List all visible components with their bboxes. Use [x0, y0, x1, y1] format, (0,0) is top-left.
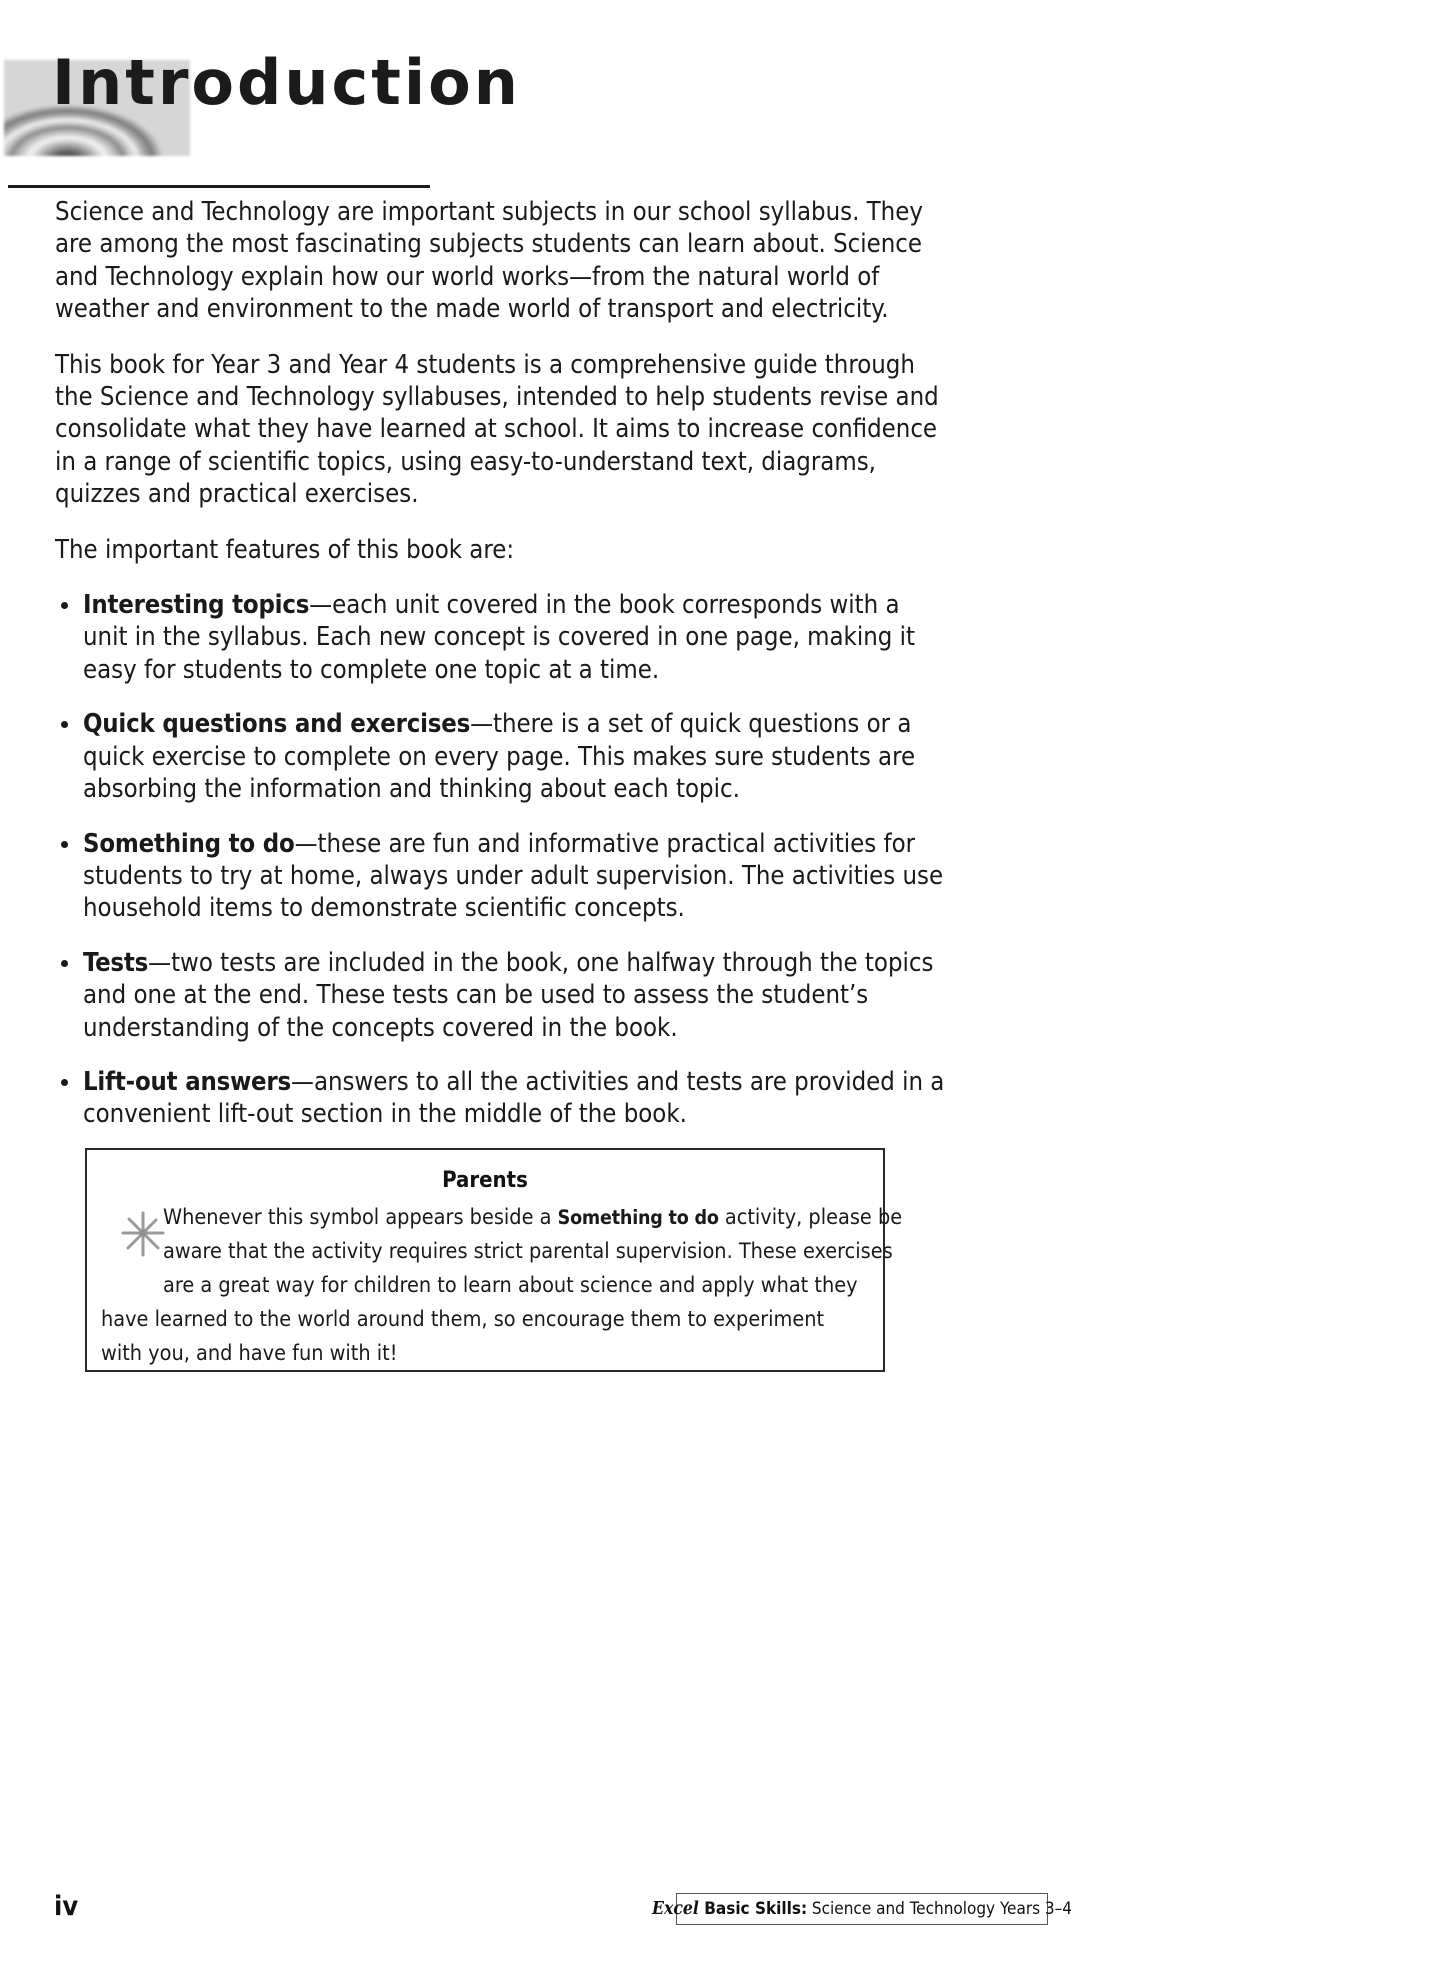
bullet-dot-icon: [61, 960, 68, 967]
list-item: [55, 708, 945, 805]
feature-term: Lift-out answers: [83, 1066, 291, 1097]
features-list: [55, 589, 945, 1131]
parents-line-1-before: Whenever this symbol appears beside a: [163, 1205, 558, 1230]
page-header: [0, 46, 1445, 192]
feature-term: Interesting topics: [83, 590, 310, 621]
feature-text: —these are fun and informative practical activities for students to try at home, always under adult supervision. The activities use household items to demonstrate scientific concepts.: [83, 828, 944, 924]
header-divider: [8, 185, 430, 188]
parents-line-4: have learned to the world around them, so encourage them to experiment: [101, 1307, 825, 1332]
feature-text: —each unit covered in the book corresponds with a unit in the syllabus. Each new concept is covered in one page, making it easy for students to complete one topic at a time.: [83, 590, 915, 685]
feature-text: —two tests are included in the book, one halfway through the topics and one at the end. These tests can be used to assess the student’s understanding of the concepts covered in the book.: [83, 947, 934, 1043]
parents-line-1: [101, 1201, 903, 1235]
sparkle-burst-icon: [115, 1207, 171, 1263]
intro-paragraph-1: Science and Technology are important subjects in our school syllabus. They are among the most fascinating subjects students can learn about. Science and Technology explain how our world works—from the natural world of weather and environment to the made world of transport and electricity.: [55, 197, 923, 325]
bullet-dot-icon: [61, 1079, 68, 1086]
parents-heading: Parents: [442, 1168, 528, 1193]
bullet-dot-icon: [61, 721, 68, 728]
footer-text: [652, 1899, 1072, 1919]
intro-paragraph-2: This book for Year 3 and Year 4 students is a comprehensive guide through the Science and Technology syllabuses, intended to help students revise and consolidate what they have learned at school. It aims to increase confidence in a range of scientific topics, using easy-to-understand text, diagrams, quizzes and practical exercises.: [55, 349, 939, 510]
parents-callout-box: [85, 1148, 903, 1372]
feature-term: Tests: [83, 947, 149, 978]
parents-line-5: with you, and have fun with it!: [101, 1341, 398, 1366]
parents-line-2: aware that the activity requires strict parental supervision. These exercises: [163, 1239, 893, 1264]
footer-brand: Excel: [651, 1899, 699, 1919]
feature-term: Quick questions and exercises: [83, 709, 471, 740]
footer-banner: [651, 1893, 1073, 1925]
main-content: [55, 196, 945, 1153]
feature-term: Something to do: [83, 828, 295, 859]
list-item: [55, 589, 945, 686]
list-item: [55, 828, 945, 925]
feature-text: —answers to all the activities and tests are provided in a convenient lift-out section in the middle of the book.: [83, 1066, 945, 1130]
list-item: [55, 947, 945, 1044]
bullet-dot-icon: [61, 841, 68, 848]
parents-line-1-bold: Something to do: [557, 1206, 719, 1229]
parents-line-3: are a great way for children to learn about science and apply what they: [163, 1273, 858, 1298]
footer-subject: Science and Technology Years 3–4: [807, 1899, 1073, 1919]
footer-series: Basic Skills:: [698, 1899, 808, 1919]
page-number: iv: [54, 1891, 79, 1922]
list-item: [55, 1066, 945, 1131]
bullet-dot-icon: [61, 602, 68, 609]
page-title: Introduction: [52, 46, 521, 119]
intro-paragraph-3: The important features of this book are:: [55, 534, 515, 565]
feature-text: —there is a set of quick questions or a quick exercise to complete on every page. This makes sure students are absorbing the information and thinking about each topic.: [83, 709, 916, 805]
parents-line-1-after: activity, please be: [718, 1205, 903, 1230]
parents-body: [101, 1201, 903, 1371]
